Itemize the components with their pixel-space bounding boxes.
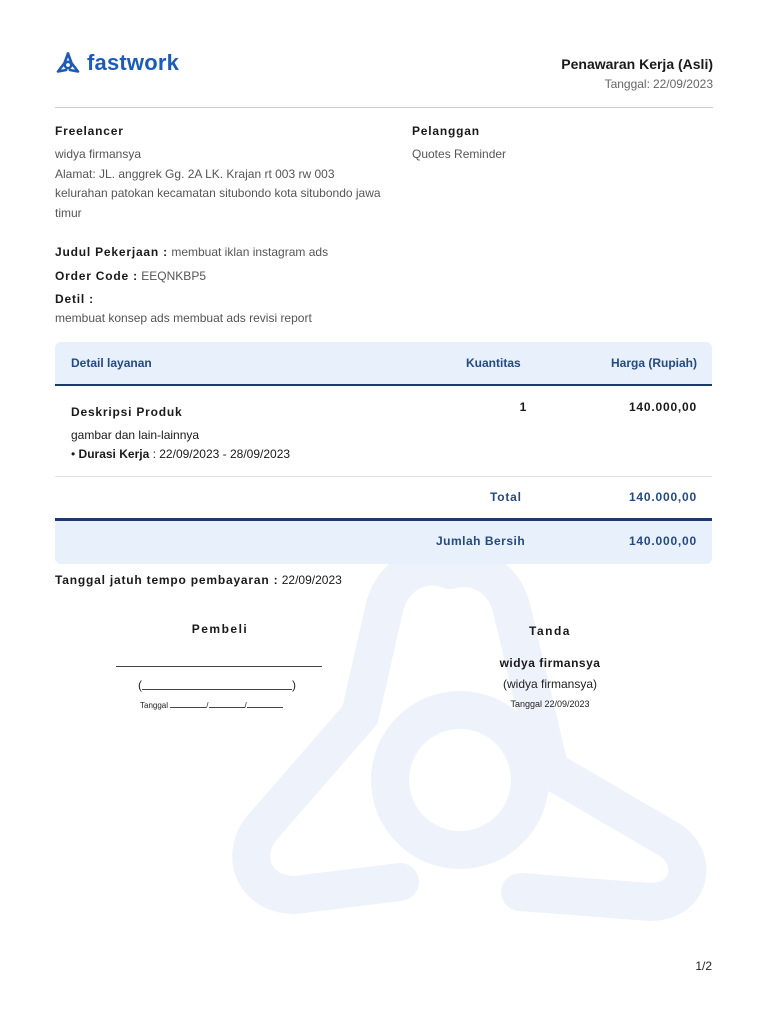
due-date-label: Tanggal jatuh tempo pembayaran : — [55, 573, 279, 587]
col-header-price: Harga (Rupiah) — [610, 356, 697, 370]
detail-value: membuat konsep ads membuat ads revisi report — [55, 311, 312, 325]
date-sep: / — [206, 701, 209, 710]
item-qty: 1 — [519, 400, 527, 414]
due-date — [55, 573, 342, 587]
day-blank — [170, 707, 206, 708]
signer-heading: Tanda — [529, 624, 571, 638]
header-divider — [55, 107, 713, 108]
row-separator — [55, 476, 712, 477]
date-sep: / — [244, 701, 247, 710]
net-total-label: Jumlah Bersih — [436, 534, 526, 548]
document-date — [605, 77, 713, 91]
item-description: gambar dan lain-lainnya — [71, 428, 200, 442]
bullet: • — [71, 447, 76, 461]
freelancer-heading: Freelancer — [55, 124, 124, 138]
detail-label-row — [55, 292, 94, 306]
col-header-service: Detail layanan — [71, 356, 152, 370]
document-date-value: 22/09/2023 — [652, 77, 713, 91]
item-name: Deskripsi Produk — [71, 405, 183, 419]
buyer-heading: Pembeli — [191, 622, 249, 636]
buyer-signature-line — [116, 666, 322, 667]
col-header-qty: Kuantitas — [466, 356, 521, 370]
job-title-label: Judul Pekerjaan : — [55, 245, 168, 259]
page-number: 1/2 — [695, 959, 712, 973]
net-total-value: 140.000,00 — [628, 534, 697, 548]
customer-heading: Pelanggan — [412, 124, 480, 138]
document-title: Penawaran Kerja (Asli) — [561, 56, 713, 72]
document-date-label: Tanggal: — [604, 77, 650, 91]
item-duration — [71, 447, 290, 461]
order-code-value: EEQNKBP5 — [141, 269, 206, 283]
name-blank-line — [142, 677, 292, 690]
buyer-date-blank — [140, 701, 283, 710]
fastwork-logo-icon — [55, 51, 81, 75]
signer-name-paren: (widya firmansya) — [502, 677, 598, 691]
total-label: Total — [490, 490, 522, 504]
job-title-value: membuat iklan instagram ads — [171, 245, 329, 259]
brand-name: fastwork — [87, 50, 180, 75]
freelancer-address: Alamat: JL. anggrek Gg. 2A LK. Krajan rt 003 rw 003 kelurahan patokan kecamatan situbondo kota situbondo jawa timur — [55, 166, 381, 220]
item-price: 140.000,00 — [628, 400, 697, 414]
freelancer-name: widya firmansya — [55, 147, 142, 161]
customer-section — [412, 124, 712, 165]
freelancer-section — [55, 124, 385, 223]
year-blank — [247, 707, 283, 708]
detail-label: Detil : — [55, 292, 94, 306]
paren-open: ( — [138, 678, 142, 692]
job-title-row — [55, 245, 328, 259]
signer-date: Tanggal 22/09/2023 — [510, 699, 590, 709]
order-code-label: Order Code : — [55, 269, 138, 283]
order-code-row — [55, 269, 206, 283]
buyer-name-blank — [138, 677, 296, 692]
due-date-value: 22/09/2023 — [281, 573, 342, 587]
signer-name: widya firmansya — [499, 656, 601, 670]
paren-close: ) — [292, 678, 296, 692]
net-total-row — [55, 518, 712, 564]
brand-logo — [55, 50, 179, 76]
total-value: 140.000,00 — [628, 490, 697, 504]
buyer-date-label: Tanggal — [140, 701, 169, 710]
item-duration-value: : 22/09/2023 - 28/09/2023 — [152, 447, 291, 461]
customer-name: Quotes Reminder — [412, 147, 507, 161]
item-duration-label: Durasi Kerja — [78, 447, 150, 461]
month-blank — [209, 707, 245, 708]
